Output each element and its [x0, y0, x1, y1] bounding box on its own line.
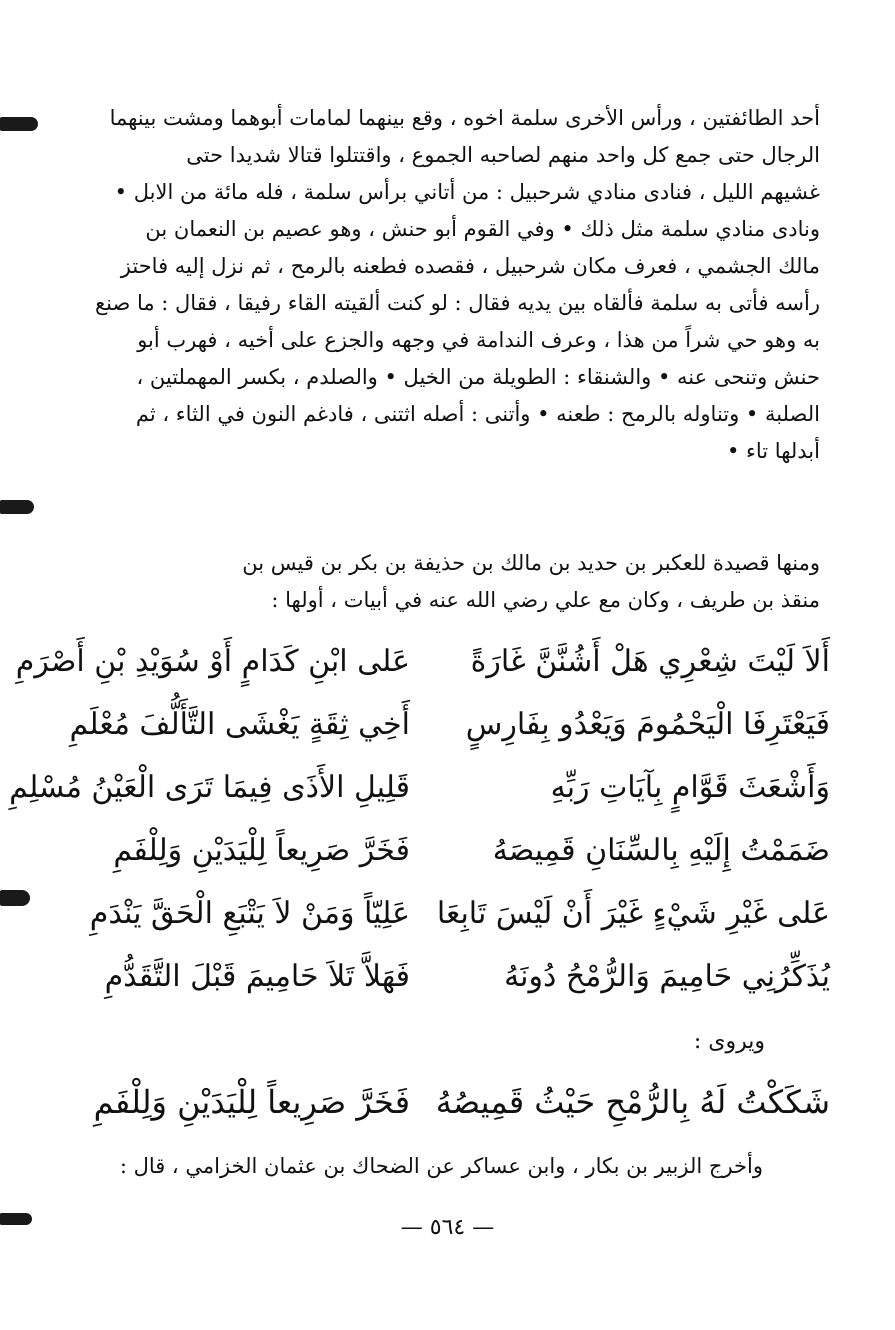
first-hemistich: يُذَكِّرُنِي حَامِيمَ وَالرُّمْحُ دُونَهُ	[504, 959, 830, 994]
first-hemistich: عَلى غَيْرِ شَيْءٍ غَيْرَ أَنْ لَيْسَ تَابِعَا	[436, 896, 830, 931]
text-line: ومنها قصيدة للعكبر بن حديد بن مالك بن حذيفة بن بكر بن قيس بن	[242, 551, 820, 575]
second-hemistich: عَلِيّاً وَمَنْ لاَ يَتْبَعِ الْحَقَّ يَنْدَمِ	[89, 896, 410, 931]
variant-label: ويروى :	[693, 1029, 765, 1054]
text-line: مالك الجشمي ، فعرف مكان شرحبيل ، فقصده فطعنه بالرمح ، ثم نزل إليه فاحتز	[120, 254, 820, 278]
margin-ink-mark	[0, 500, 34, 514]
second-hemistich: أَخِي ثِقَةٍ يَغْشَى التَّأَلُّفَ مُعْلَمِ	[69, 707, 410, 742]
variant-verse	[60, 1070, 830, 1135]
text-line: رأسه فأتى به سلمة فألقاه بين يديه فقال : لو كنت ألقيته القاء رفيقا ، فقال : ما صنع	[94, 291, 820, 315]
poem-introduction	[62, 545, 820, 619]
poem-verse	[60, 945, 830, 1008]
poem	[9, 630, 830, 1008]
margin-ink-mark	[0, 117, 38, 131]
poem-verse	[15, 630, 830, 693]
text-line: منقذ بن طريف ، وكان مع علي رضي الله عنه في أبيات ، أولها :	[271, 588, 820, 612]
margin-ink-mark	[0, 890, 30, 906]
commentary-paragraph	[62, 100, 820, 470]
text-line: الرجال حتى جمع كل واحد منهم لصاحبه الجموع ، واقتتلوا قتالا شديدا حتى	[186, 143, 820, 167]
text-line: غشيهم الليل ، فنادى منادي شرحبيل : من أتاني برأس سلمة ، فله مائة من الابل •	[114, 180, 820, 204]
first-hemistich: فَيَعْتَرِفَا الْيَحْمُومَ وَيَعْدُو بِفَارِسٍ	[465, 707, 830, 742]
poem-verse	[60, 819, 830, 882]
poem-verse	[60, 882, 830, 945]
text-line: حنش وتنحى عنه • والشنقاء : الطويلة من الخيل • والصلدم ، بكسر المهملتين ،	[136, 365, 820, 389]
second-hemistich: فَخَرَّ صَرِيعاً لِلْيَدَيْنِ وَلِلْفَمِ	[113, 833, 410, 868]
text-line: أحد الطائفتين ، ورأس الأخرى سلمة اخوه ، وقع بينهما لمامات أبوهما ومشت بينهما	[109, 106, 820, 130]
first-hemistich: أَلاَ لَيْتَ شِعْرِي هَلْ أَشُنَّنَّ غَارَةً	[470, 644, 830, 679]
page-number: — ٥٦٤ —	[400, 1215, 495, 1240]
poem-verse	[9, 756, 830, 819]
second-hemistich: فَخَرَّ صَرِيعاً لِلْيَدَيْنِ وَلِلْفَمِ	[93, 1083, 410, 1121]
second-hemistich: عَلى ابْنِ كَدَامٍ أَوْ سُوَيْدِ بْنِ أَصْرَمِ	[15, 644, 410, 679]
text-line: ونادى منادي سلمة مثل ذلك • وفي القوم أبو حنش ، وهو عصيم بن النعمان بن	[145, 217, 820, 241]
poem-verse	[60, 693, 830, 756]
second-hemistich: فَهَلاَّ تَلاَ حَامِيمَ قَبْلَ التَّقَدُّمِ	[104, 959, 410, 994]
closing-line: وأخرج الزبير بن بكار ، وابن عساكر عن الضحاك بن عثمان الخزامي ، قال :	[119, 1154, 763, 1178]
text-line: أبدلها تاء •	[726, 439, 820, 463]
text-line: الصلبة • وتناوله بالرمح : طعنه • وأتنى : أصله اثتنى ، فادغم النون في الثاء ، ثم	[135, 402, 820, 426]
text-line: به وهو حي شراً من هذا ، وعرف الندامة في وجهه والجزع على أخيه ، فهرب أبو	[137, 328, 820, 352]
first-hemistich: وَأَشْعَثَ قَوَّامٍ بِآيَاتِ رَبِّهِ	[550, 770, 830, 805]
first-hemistich: ضَمَمْتُ إِلَيْهِ بِالسِّنَانِ قَمِيصَهُ	[492, 833, 830, 868]
first-hemistich: شَكَكْتُ لَهُ بِالرُّمْحِ حَيْثُ قَمِيصُهُ	[435, 1083, 830, 1121]
second-hemistich: قَلِيلِ الأَذَى فِيمَا تَرَى الْعَيْنُ مُسْلِمِ	[9, 770, 410, 805]
